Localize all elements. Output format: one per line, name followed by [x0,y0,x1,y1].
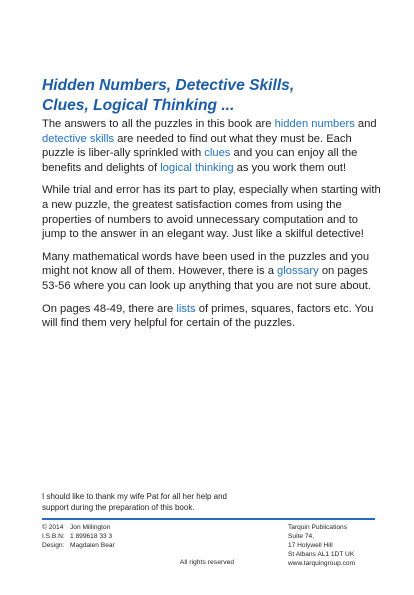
term-clues: clues [204,147,231,160]
page-heading [42,76,382,116]
publisher-name: Tarquin Publications [288,524,348,531]
term-detective-skills: detective skills [42,132,115,145]
paragraph-lists: On pages 48-49, there are lists of primes, squares, factors etc. You will find them very helpful for certain of the puzzles. [42,302,374,330]
term-logical-thinking: logical thinking [160,161,234,174]
publisher-website: www.tarquingroup.com [288,560,356,567]
address-line: St Albans AL1 1DT UK [288,551,355,558]
intro-text [42,117,382,339]
footer-divider [42,518,375,520]
heading-line-1: Hidden Numbers, Detective Skills, [42,77,295,94]
copyright-row: © 2014 Jon Millington [42,524,111,531]
address-line: 17 Holywell Hill [288,542,333,549]
isbn-row: I.S.B.N: 1 899618 33 3 [42,533,113,540]
design-row: Design: Magdalen Bear [42,542,115,549]
term-hidden-numbers: hidden numbers [274,118,355,130]
paragraph-trial-and-error: While trial and error has its part to play, especially when starting with a new puzzle, the greatest satisfaction comes from using the properties of numbers to avoid unnecessary computation and to jump to the answer in an elegant way. Just like a skilful detective! [42,184,381,241]
paragraph-answers: The answers to all the puzzles in this book are hidden numbers and detective skills are needed to find out what they must be. Each puzzle is liber-ally sprinkled with clues and you can enjoy all the benefits and delights of logical thinking as you work them out! [42,118,377,174]
heading-line-2: Clues, Logical Thinking ... [42,97,235,114]
publication-details [42,523,202,550]
term-glossary: glossary [277,265,319,278]
term-lists: lists [176,302,196,315]
address-line: Suite 74, [288,533,315,540]
paragraph-glossary: Many mathematical words have been used in the puzzles and you might not know all of them. However, there is a glossary on pages 53-56 where you can look up anything that you are not sure about. [42,250,372,292]
rights-notice: All rights reserved [179,559,235,566]
acknowledgement: I should like to thank my wife Pat for all her help and support during the preparation of this book. [42,492,227,512]
